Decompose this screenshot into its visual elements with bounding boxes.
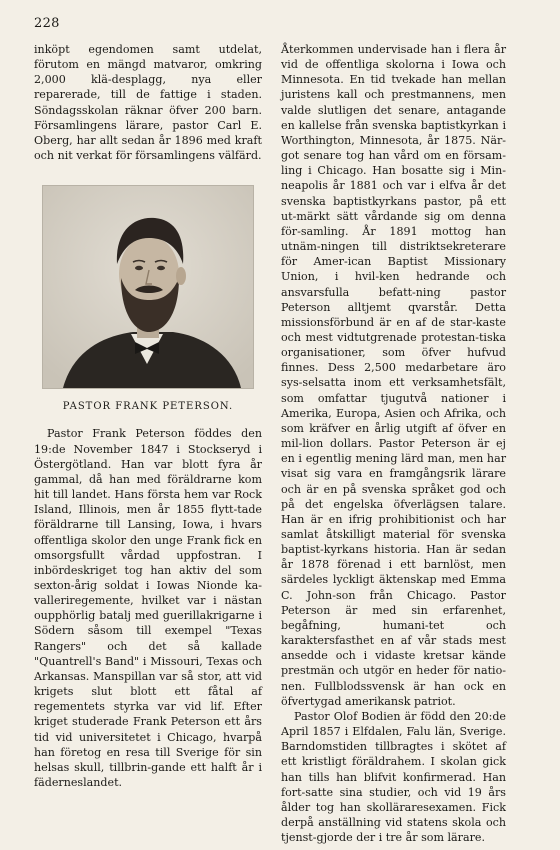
paragraph-church-charity: inköpt egendomen samt utdelat, förutom en mängd matvaror, omkring 2,000 klä-desplagg, nya eller reparerade, till de fattige i staden. Söndagsskolan räknar öfver 200 barn. Församlingens lärare, pastor Carl E. Oberg, har allt sedan år 1896 med kraft och nit verkat för församlingens välfärd.: [34, 43, 262, 163]
left-column: [34, 42, 262, 790]
portrait-photo: [42, 185, 254, 389]
paragraph-peterson-career: Återkommen undervisade han i flera år vid de offentliga skolorna i Iowa och Minnesota. En tid tvekade han mellan juristens kall och prestmannens, men valde slutligen det senare, antagande en kallelse från svenska baptistkyrkan i Worthington, Minnesota, år 1875. När-got senare tog han vård om en försam-ling i Chicago. Han bosatte sig i Min-neapolis år 1881 och var i elfva år det svenska baptistkyrkans pastor, på ett ut-märkt sätt vårdande sig om denna för-samling. År 1891 mottog han utnäm-ningen till distriktsekreterare för Amer-ican Baptist Missionary Union, i hvil-ken hedrande och ansvarsfulla befatt-ning pastor Peterson alltjemt qvarstår. Detta missionsförbund är en af de star-kaste och mest vidtutgrenade protestan-tiska organisationer, som öfver hufvud finnes. Dess 2,500 medarbetare äro sys-selsatta inom ett verksamhetsfält, som omfattar tjugutvå nationer i Amerika, Europa, Asien och Afrika, och som kräfver en årlig utgift af öfver en mil-lion dollars. Pastor Peterson är ej en i egentlig mening lärd man, men har visat sig vara en framgångsrik lärare och är en på svenska språket god och på det engelska öfverlägsen talare. Han är en ifrig prohibitionist och har samlat åtskilligt material för svenska baptist-kyrkans historia. Han är sedan år 1878 förenad i ett barnlöst, men särdeles lyckligt äktenskap med Emma C. John-son från Chicago. Pastor Peterson är med sin erfarenhet, begåfning, humani-tet och karaktersfasthet en af vår stads mest ansedde och i vidaste kretsar kände prestmän och utgör en heder för natio-nen. Fullblodssvensk är han ock en öfvertygad amerikansk patriot.: [281, 43, 506, 708]
right-column: [281, 42, 506, 845]
paragraph-frank-peterson-biography: Pastor Frank Peterson föddes den 19:de November 1847 i Stockseryd i Östergötland. Han var blott fyra år gammal, då han med föräldrarne kom hit till landet. Hans första hem var Rock Island, Illinois, men år 1855 flytt-tade föräldrarne till Lansing, Iowa, i hvars offentliga skolor den unge Frank fick en omsorgsfullt vårdad uppfostran. I inbördeskriget tog han aktiv del som sexton-årig soldat i Iowas Nionde ka-valleriregemente, hvilket var i nästan oupphörlig batalj med guerillakrigarne i Södern såsom till exempel "Texas Rangers" och det så kallade "Quantrell's Band" i Missouri, Texas och Arkansas. Manspillan var så stor, att vid krigets slut blott ett fåtal af regementets styrka var vid lif. Efter kriget studerade Frank Peterson ett års tid vid universitetet i Chicago, hvarpå han företog en resa till Sverige för sin helsas skull, tillbrin-gande ett halft år i fäderneslandet.: [34, 427, 262, 789]
page-number: 228: [34, 16, 60, 31]
paragraph-olof-bodien-biography: Pastor Olof Bodien är född den 20:de April 1857 i Elfdalen, Falu län, Sverige. Barndomstiden tillbragtes i skötet af ett kristligt föräldrahem. I skolan gick han tills han blifvit konfirmerad. Han fort-satte sina studier, och vid 19 års ålder tog han skolläraresexamen. Fick derpå anställning vid statens skola och tjenst-gjorde der i tre år som lärare.: [281, 709, 506, 845]
portrait-caption: PASTOR FRANK PETERSON.: [62, 401, 234, 413]
portrait-illustration: [43, 186, 253, 388]
